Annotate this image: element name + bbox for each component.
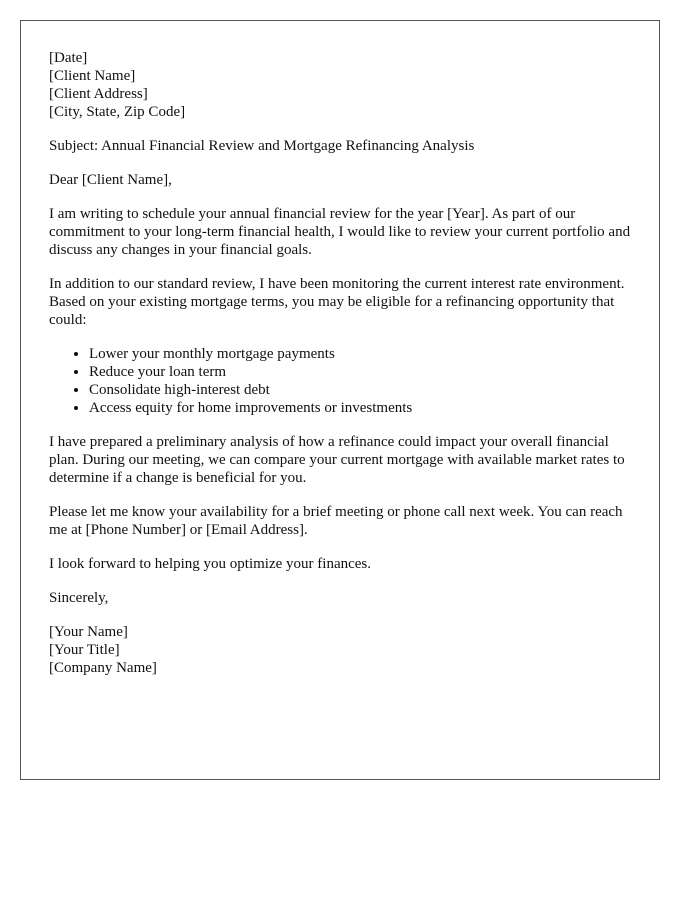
paragraph-review: I am writing to schedule your annual financial review for the year [Year]. As part of our commitment to your long-term financial health, I would like to review your current portfolio and discuss any changes in your financial goals. <box>49 206 631 258</box>
recipient-address-block <box>49 49 639 121</box>
sender-title-line: [Your Title] <box>49 642 120 658</box>
paragraph-availability: Please let me know your availability for a brief meeting or phone call next week. You can reach me at [Phone Number] or [Email Address]. <box>49 504 623 538</box>
paragraph-closing-remark: I look forward to helping you optimize your finances. <box>49 556 372 572</box>
list-item: • Reduce your loan term <box>89 363 639 381</box>
list-item: • Consolidate high-interest debt <box>89 381 639 399</box>
subject-line: Subject: Annual Financial Review and Mortgage Refinancing Analysis <box>49 138 475 154</box>
list-item: • Access equity for home improvements or investments <box>89 399 639 417</box>
letter-body <box>49 49 639 693</box>
signature-block <box>49 623 639 677</box>
closing: Sincerely, <box>49 590 109 606</box>
letter-page <box>20 20 660 780</box>
city-state-zip-line: [City, State, Zip Code] <box>49 104 186 120</box>
company-name-line: [Company Name] <box>49 660 157 676</box>
benefits-list <box>49 345 639 417</box>
client-address-line: [Client Address] <box>49 86 148 102</box>
sender-name-line: [Your Name] <box>49 624 128 640</box>
date-line: [Date] <box>49 50 88 66</box>
paragraph-analysis: I have prepared a preliminary analysis of how a refinance could impact your overall financial plan. During our meeting, we can compare your current mortgage with available market rates to determine if a change is beneficial for you. <box>49 434 625 486</box>
paragraph-refinancing: In addition to our standard review, I have been monitoring the current interest rate environment. Based on your existing mortgage terms, you may be eligible for a refinancing opportunity that could: <box>49 276 625 328</box>
list-item: • Lower your monthly mortgage payments <box>89 345 639 363</box>
client-name-line: [Client Name] <box>49 68 136 84</box>
salutation: Dear [Client Name], <box>49 172 172 188</box>
